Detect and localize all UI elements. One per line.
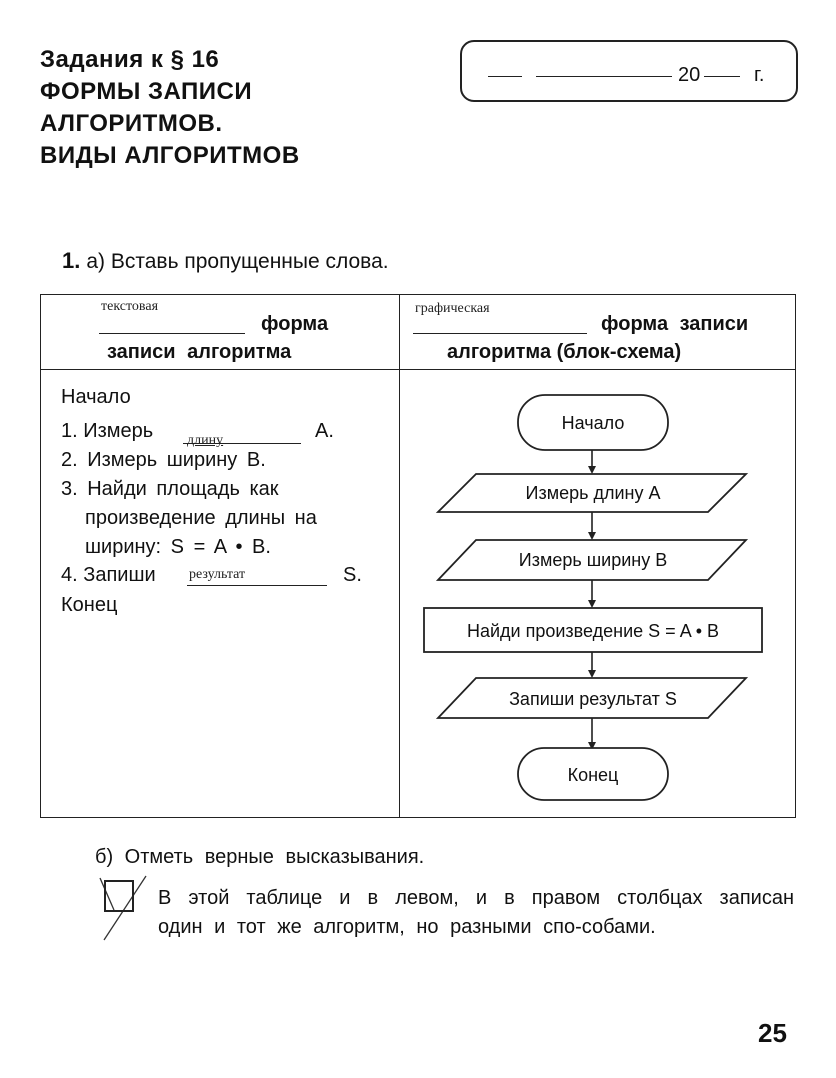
step-end: Конец (61, 594, 118, 616)
step-1-prefix: 1. Измерь (61, 420, 154, 442)
flowchart-step-3-label: Найди произведение S = A • B (466, 621, 720, 641)
flowchart-step-1-label: Измерь длину А (525, 483, 661, 503)
arrowhead-4 (588, 670, 596, 678)
part-b-title: б) Отметь верные высказывания. (95, 846, 425, 868)
date-year-prefix: 20 (678, 64, 701, 86)
flowchart-step-2-label: Измерь ширину В (518, 550, 668, 570)
heading-line-4: ВИДЫ АЛГОРИТМОВ (40, 142, 300, 169)
page-number: 25 (758, 1018, 787, 1048)
step-3-line-1: 3. Найди площадь как (61, 478, 279, 500)
flowchart-step-4-label: Запиши результат S (509, 689, 677, 709)
left-header-handwritten: текстовая (101, 299, 159, 314)
step-1-suffix: А. (315, 420, 334, 442)
heading-line-3: АЛГОРИТМОВ. (40, 110, 223, 137)
flowchart-end-label: Конец (567, 765, 619, 785)
step-3-line-2: произведение длины на (85, 507, 317, 529)
step-4-handwritten: результат (189, 567, 246, 582)
step-start: Начало (61, 386, 131, 408)
heading-line-2: ФОРМЫ ЗАПИСИ (40, 78, 253, 105)
left-header-line2: записи алгоритма (107, 341, 292, 363)
arrowhead-2 (588, 532, 596, 540)
arrowhead-1 (588, 466, 596, 474)
right-header-handwritten: графическая (415, 301, 490, 316)
task-1-number: 1. (62, 248, 81, 273)
step-1-handwritten: длину (187, 433, 224, 448)
right-header-line2: алгоритма (блок-схема) (447, 341, 682, 363)
task-1-text: а) Вставь пропущенные слова. (86, 250, 389, 273)
arrowhead-3 (588, 600, 596, 608)
step-3-line-3: ширину: S = A • B. (85, 536, 271, 558)
part-b-statement: В этой таблице и в левом, и в правом столбцах записан один и тот же алгоритм, но разными спо-собами. (158, 887, 794, 938)
date-suffix: г. (754, 64, 765, 86)
heading-line-1: Задания к § 16 (40, 46, 220, 73)
step-4-prefix: 4. Запиши (61, 564, 156, 586)
flowchart-start-label: Начало (561, 413, 625, 433)
left-header-word: форма (261, 313, 329, 335)
statement-checkbox[interactable] (104, 880, 134, 912)
step-4-suffix: S. (343, 564, 362, 586)
step-2: 2. Измерь ширину В. (61, 449, 266, 471)
right-header-word: форма записи (601, 313, 749, 335)
